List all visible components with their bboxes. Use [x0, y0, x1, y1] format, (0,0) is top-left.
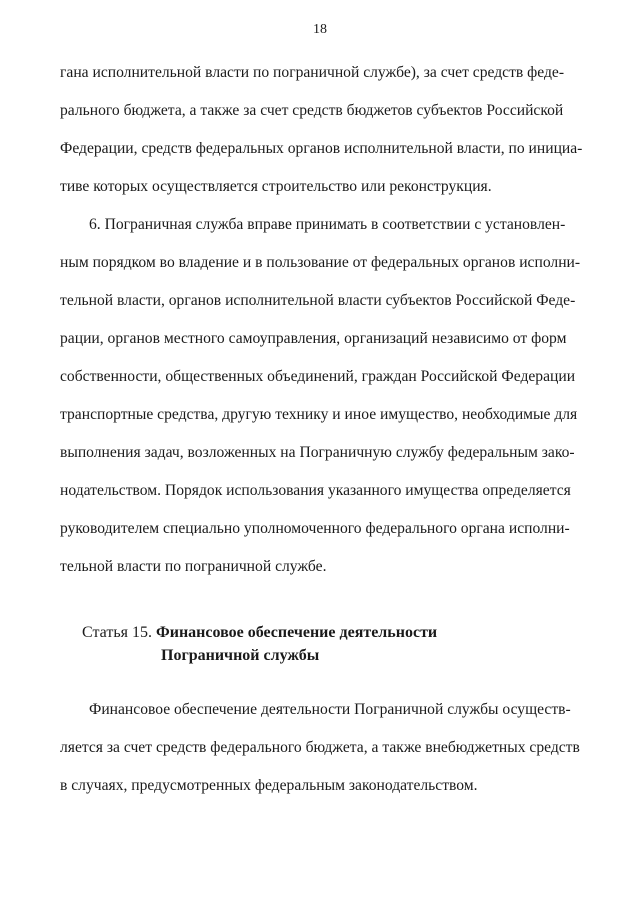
text-line: в случаях, предусмотренных федеральным законодательством. — [60, 777, 478, 794]
text-line: тельной власти по пограничной службе. — [60, 558, 327, 575]
text-line: Финансовое обеспечение деятельности Пограничной службы осуществ- — [89, 701, 571, 718]
article-title: Финансовое обеспечение деятельности — [155, 624, 438, 641]
text-line: ляется за счет средств федерального бюджета, а также внебюджетных средств — [60, 739, 580, 756]
text-line: рации, органов местного самоуправления, организаций независимо от форм — [60, 330, 567, 347]
text-line: Федерации, средств федеральных органов исполнительной власти, по инициа- — [60, 140, 583, 157]
article-title-continued: Пограничной службы — [161, 647, 320, 664]
article-heading — [82, 622, 437, 644]
text-line: ным порядком во владение и в пользование от федеральных органов исполни- — [60, 254, 581, 271]
text-line: тиве которых осуществляется строительство или реконструкция. — [60, 178, 492, 195]
text-line: тельной власти, органов исполнительной власти субъектов Российской Феде- — [60, 292, 576, 309]
text-line: собственности, общественных объединений, граждан Российской Федерации — [60, 368, 576, 385]
page-number: 18 — [313, 22, 327, 37]
text-line: выполнения задач, возложенных на Пограничную службу федеральным зако- — [60, 444, 575, 461]
text-line: рального бюджета, а также за счет средств бюджетов субъектов Российской — [60, 102, 564, 119]
text-line: 6. Пограничная служба вправе принимать в соответствии с установлен- — [89, 216, 566, 233]
text-line: гана исполнительной власти по пограничной службе), за счет средств феде- — [60, 64, 565, 81]
article-label: Статья 15. — [82, 624, 152, 641]
text-line: руководителем специально уполномоченного федерального органа исполни- — [60, 520, 570, 537]
text-line: транспортные средства, другую технику и иное имущество, необходимые для — [60, 406, 578, 423]
text-line: нодательством. Порядок использования указанного имущества определяется — [60, 482, 571, 499]
